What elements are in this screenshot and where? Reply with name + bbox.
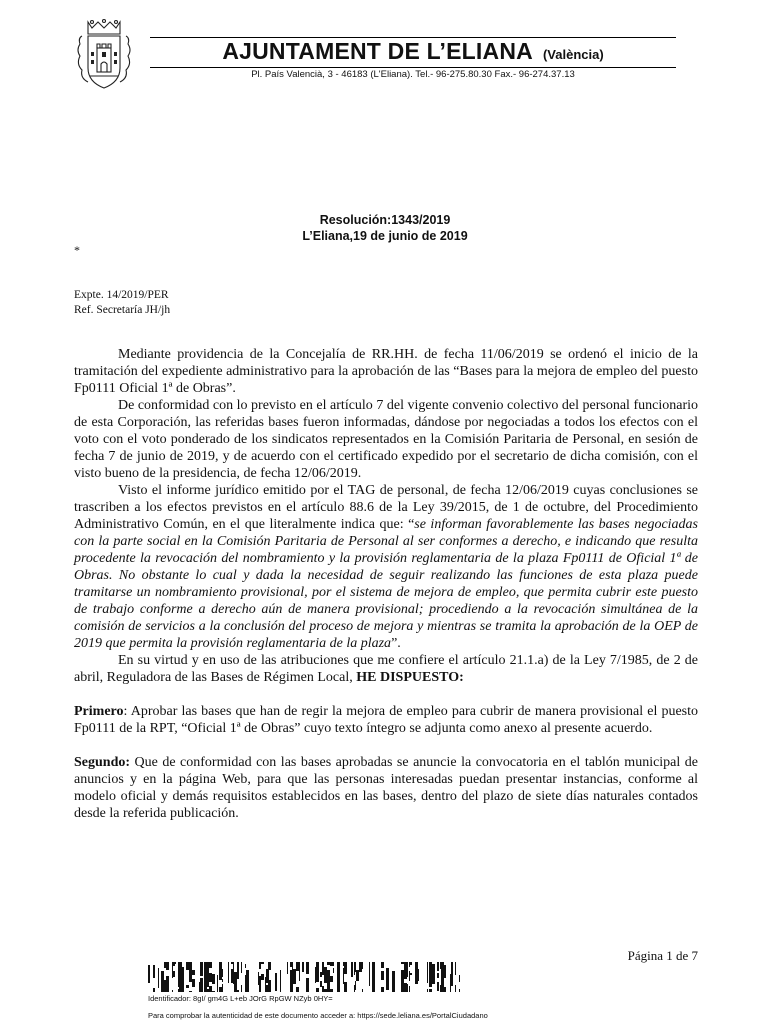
paragraph-providencia: Mediante providencia de la Concejalía de RR.HH. de fecha 11/06/2019 se ordenó el inicio de la tramitación del expediente administrativo para la aprobación de las “Bases para la mejora de empleo del puesto Fp0111 Oficial 1ª de Obras”. [74,347,698,396]
page-number: Página 1 de 7 [627,948,698,963]
header-rule-bottom [150,67,676,68]
paragraph-primero [74,703,698,737]
primero-text: : Aprobar las bases que han de regir la mejora de empleo para cubrir de manera provisional el puesto Fp0111 de la RPT, “Oficial 1ª de Obras” cuyo texto íntegro se adjunta como anexo al presente acuerdo. [74,704,698,736]
he-dispuesto: HE DISPUESTO: [356,670,464,685]
informe-close: ”. [391,636,401,651]
segundo-label: Segundo: [74,755,131,770]
paragraph-virtud [74,652,698,686]
resolution-place-date: L’Eliana,19 de junio de 2019 [302,229,468,243]
segundo-text: Que de conformidad con las bases aprobadas se anuncie la convocatoria en el tablón municipal de anuncios y en la página Web, para que las personas interesadas puedan presentar instancias, conforme al modelo oficial y demás requisitos establecidos en las bases, dentro del plazo de siete días naturales contados desde la referida publicación. [74,755,698,821]
resolution-body [74,346,698,822]
resolution-heading [0,212,770,244]
virtud-text: En su virtud y en uso de las atribuciones que me confiere el artículo 21.1.a) de la Ley 7/1985, de 2 de abril, Reguladora de las Bases de Régimen Local, [74,653,698,685]
reference-block [74,288,170,318]
barcode-icon [148,962,460,992]
paragraph-informe-juridico [74,482,698,652]
verification-notice: Para comprobar la autenticidad de este documento acceder a: https://sede.leliana.es/PortalCiudadano [148,1011,488,1020]
expediente-ref: Expte. 14/2019/PER [74,289,169,301]
primero-label: Primero [74,704,124,719]
paragraph-segundo [74,754,698,822]
asterisk-mark: * [74,243,80,257]
paragraph-conformidad: De conformidad con lo previsto en el artículo 7 del vigente convenio colectivo del personal funcionario de esta Corporación, las referidas bases fueron informadas, dándose por negociadas a todos los efectos con el voto con el voto ponderado de los sindicatos representados en la Comisión Paritaria de Personal, en sesión de fecha 7 de junio de 2019, y de acuerdo con el certificado expedido por el secretario de dicha comisión, con el visto bueno de la presidencia, de fecha 12/06/2019. [74,398,698,481]
document-identifier: Identificador: 8gI/ gm4G L+eb JOrG RpGW NZyb 0HY= [148,994,333,1003]
region-name: (València) [542,47,604,62]
informe-quote: se informan favorablemente las bases negociadas con la parte social en la Comisión Paritaria de Personal al ser conformes a derecho, e indicando que resulta procedente la revocación del nombramiento y la provisión reglamentaria de la plaza Fp0111 de Oficial 1ª de Obras. No obstante lo cual y dada la necesidad de seguir realizando las funciones de esta plaza puede tramitarse un nombramiento provisional, por el sistema de mejora de empleo, que permita cubrir este puesto de trabajo conforme a derecho aún de manera provisional; procediendo a la revocación simultánea de la comisión de servicios a la conclusión del proceso de mejora y mientras se tramita la aprobación de la OEP de 2019 que permita la provisión reglamentaria de la plaza [74,517,698,651]
council-address: Pl. País Valencià, 3 - 46183 (L'Eliana). Tel.- 96-275.80.30 Fax.- 96-274.37.13 [251,69,575,80]
council-name: AJUNTAMENT DE L’ELIANA [222,38,533,64]
secretaria-ref: Ref. Secretaría JH/jh [74,304,171,316]
council-name-heading [150,38,676,65]
informe-intro: Visto el informe jurídico emitido por el TAG de personal, de fecha 12/06/2019 cuyas conclusiones se trascriben a los efectos previstos en el artículo 88.6 de la Ley 39/2015, de 1 de octubre, del Procedimiento Administrativo Común, en el que literalmente indica que: “ [74,483,698,532]
resolution-number: Resolución:1343/2019 [319,213,451,227]
municipal-crest-logo [72,18,136,94]
